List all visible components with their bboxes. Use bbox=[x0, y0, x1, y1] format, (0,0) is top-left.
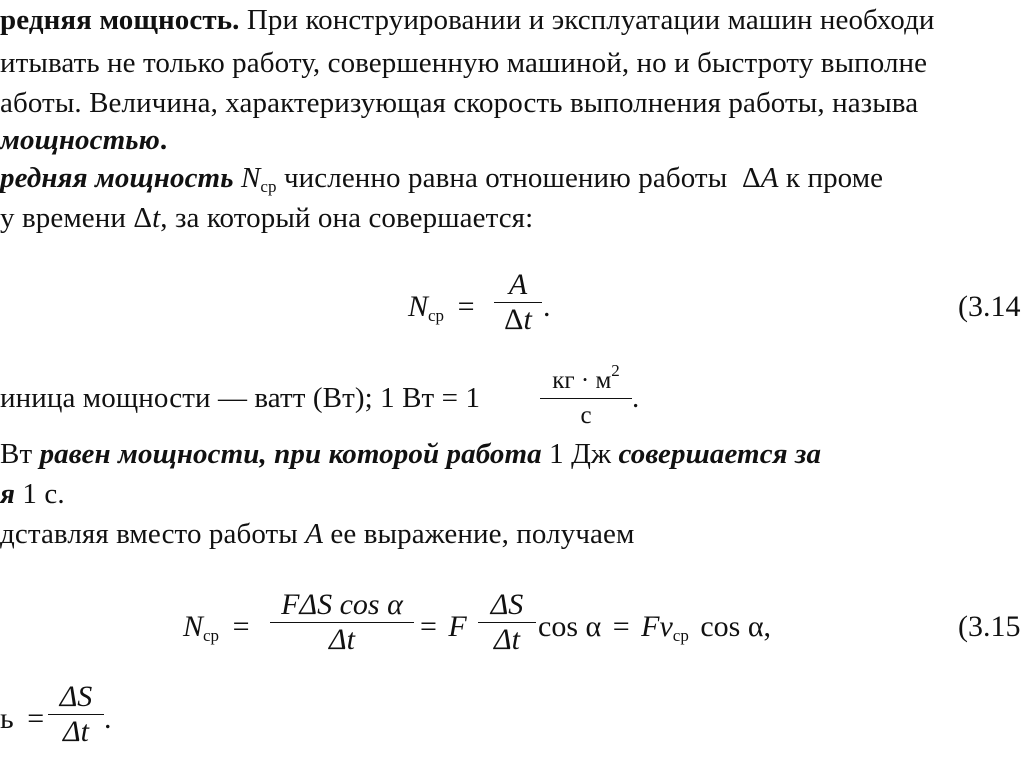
term-average-power-italic: редняя мощность bbox=[0, 162, 234, 194]
paragraph2-line1-text: численно равна отношению работы bbox=[276, 162, 735, 194]
symbol-delta: Δ bbox=[741, 162, 761, 194]
eq315-Fv: Fv bbox=[641, 610, 673, 643]
definition-line2-text: 1 с. bbox=[15, 478, 65, 510]
eq315-equals-3: = bbox=[612, 610, 630, 643]
last-line-lhs bbox=[0, 702, 44, 736]
subscript-sr: ср bbox=[260, 177, 277, 196]
substitution-start: дставляя вместо работы bbox=[0, 518, 306, 550]
eq315-equals-1: = bbox=[232, 610, 250, 643]
symbol-N: N bbox=[240, 162, 261, 194]
last-line-letter: ь bbox=[0, 702, 14, 735]
paragraph2-line2 bbox=[0, 200, 533, 236]
paragraph2-line1 bbox=[0, 160, 883, 205]
paragraph2-line1-tail: к проме bbox=[778, 162, 884, 194]
substitution-line bbox=[0, 516, 634, 552]
unit-period: . bbox=[632, 382, 640, 414]
eq315-sub: ср bbox=[203, 626, 220, 645]
unit-line-text: иница мощности — ватт (Вт); 1 Вт = 1 bbox=[0, 382, 481, 414]
eq315-frac2-numerator: ΔS bbox=[490, 588, 524, 621]
t: t bbox=[523, 303, 532, 336]
eq314-numerator: A bbox=[508, 268, 528, 301]
eq314-denominator bbox=[494, 303, 542, 337]
last-line-period: . bbox=[104, 702, 112, 735]
eq315-fraction-1 bbox=[270, 588, 414, 657]
paragraph2-line2-text: , за который она совершается: bbox=[160, 202, 534, 234]
period: . bbox=[159, 124, 168, 156]
term-average-power: редняя мощность. bbox=[0, 4, 240, 36]
definition-emphasis: равен мощности, при которой работа bbox=[39, 438, 542, 470]
paragraph2-line2-start: у времени bbox=[0, 202, 134, 234]
eq314-equals: = bbox=[457, 290, 475, 323]
paragraph1-line1 bbox=[0, 2, 935, 38]
eq315-fraction-2 bbox=[478, 588, 536, 657]
last-line-numerator: ΔS bbox=[59, 680, 93, 713]
symbol-delta-2: Δ bbox=[133, 202, 153, 234]
eq314-fraction bbox=[494, 268, 542, 337]
eq315-frac1-numerator: FΔS cos α bbox=[281, 588, 403, 621]
definition-line2 bbox=[0, 476, 65, 512]
eq315-frac1-denominator: Δt bbox=[329, 623, 355, 656]
term-power: мощностью bbox=[0, 124, 160, 156]
unit-numerator bbox=[540, 354, 632, 398]
eq315-mid bbox=[420, 610, 467, 644]
last-line-denominator: Δt bbox=[63, 715, 89, 748]
definition-emphasis-2: совершается за bbox=[618, 438, 822, 470]
paragraph1-line2: итывать не только работу, совершенную машиной, но и быстроту выполне bbox=[0, 47, 928, 79]
symbol-t: t bbox=[152, 202, 161, 234]
eq314-N: N bbox=[408, 290, 429, 323]
eq315-F: F bbox=[448, 610, 467, 643]
definition-start: Вт bbox=[0, 438, 40, 470]
unit-numerator-base: кг · м bbox=[552, 367, 612, 394]
unit-fraction bbox=[540, 354, 632, 433]
eq315-cos-1: cos α bbox=[538, 610, 602, 643]
equation-number-3-14: (3.14 bbox=[958, 290, 1021, 323]
last-line-fraction bbox=[48, 680, 104, 749]
paragraph1-line4 bbox=[0, 122, 167, 158]
eq315-rhs bbox=[538, 610, 771, 646]
eq315-v-sub: ср bbox=[672, 626, 689, 645]
paragraph1-line1-text: При конструировании и эксплуатации машин необходи bbox=[239, 4, 935, 36]
eq315-lhs bbox=[183, 610, 249, 646]
paragraph1-line3: аботы. Величина, характеризующая скорость выполнения работы, называ bbox=[0, 87, 919, 119]
equation-number-3-15: (3.15 bbox=[958, 610, 1021, 643]
eq315-frac2-denominator: Δt bbox=[494, 623, 520, 656]
definition-line2-emphasis: я bbox=[0, 478, 16, 510]
eq315-equals-2: = bbox=[420, 610, 437, 643]
substitution-end: ее выражение, получаем bbox=[323, 518, 635, 550]
definition-line1 bbox=[0, 436, 821, 472]
eq314-sub: ср bbox=[428, 306, 445, 325]
definition-mid: 1 Дж bbox=[541, 438, 619, 470]
eq315-cos-2: cos α, bbox=[700, 610, 772, 643]
delta: Δ bbox=[504, 303, 524, 336]
eq314-period: . bbox=[543, 290, 551, 323]
unit-exponent: 2 bbox=[611, 361, 620, 380]
symbol-A: A bbox=[760, 162, 779, 194]
last-line-equals: = bbox=[27, 702, 45, 735]
eq315-N: N bbox=[183, 610, 204, 643]
symbol-A-2: A bbox=[305, 518, 324, 550]
unit-denominator: с bbox=[580, 402, 592, 429]
eq314-lhs bbox=[408, 290, 474, 326]
